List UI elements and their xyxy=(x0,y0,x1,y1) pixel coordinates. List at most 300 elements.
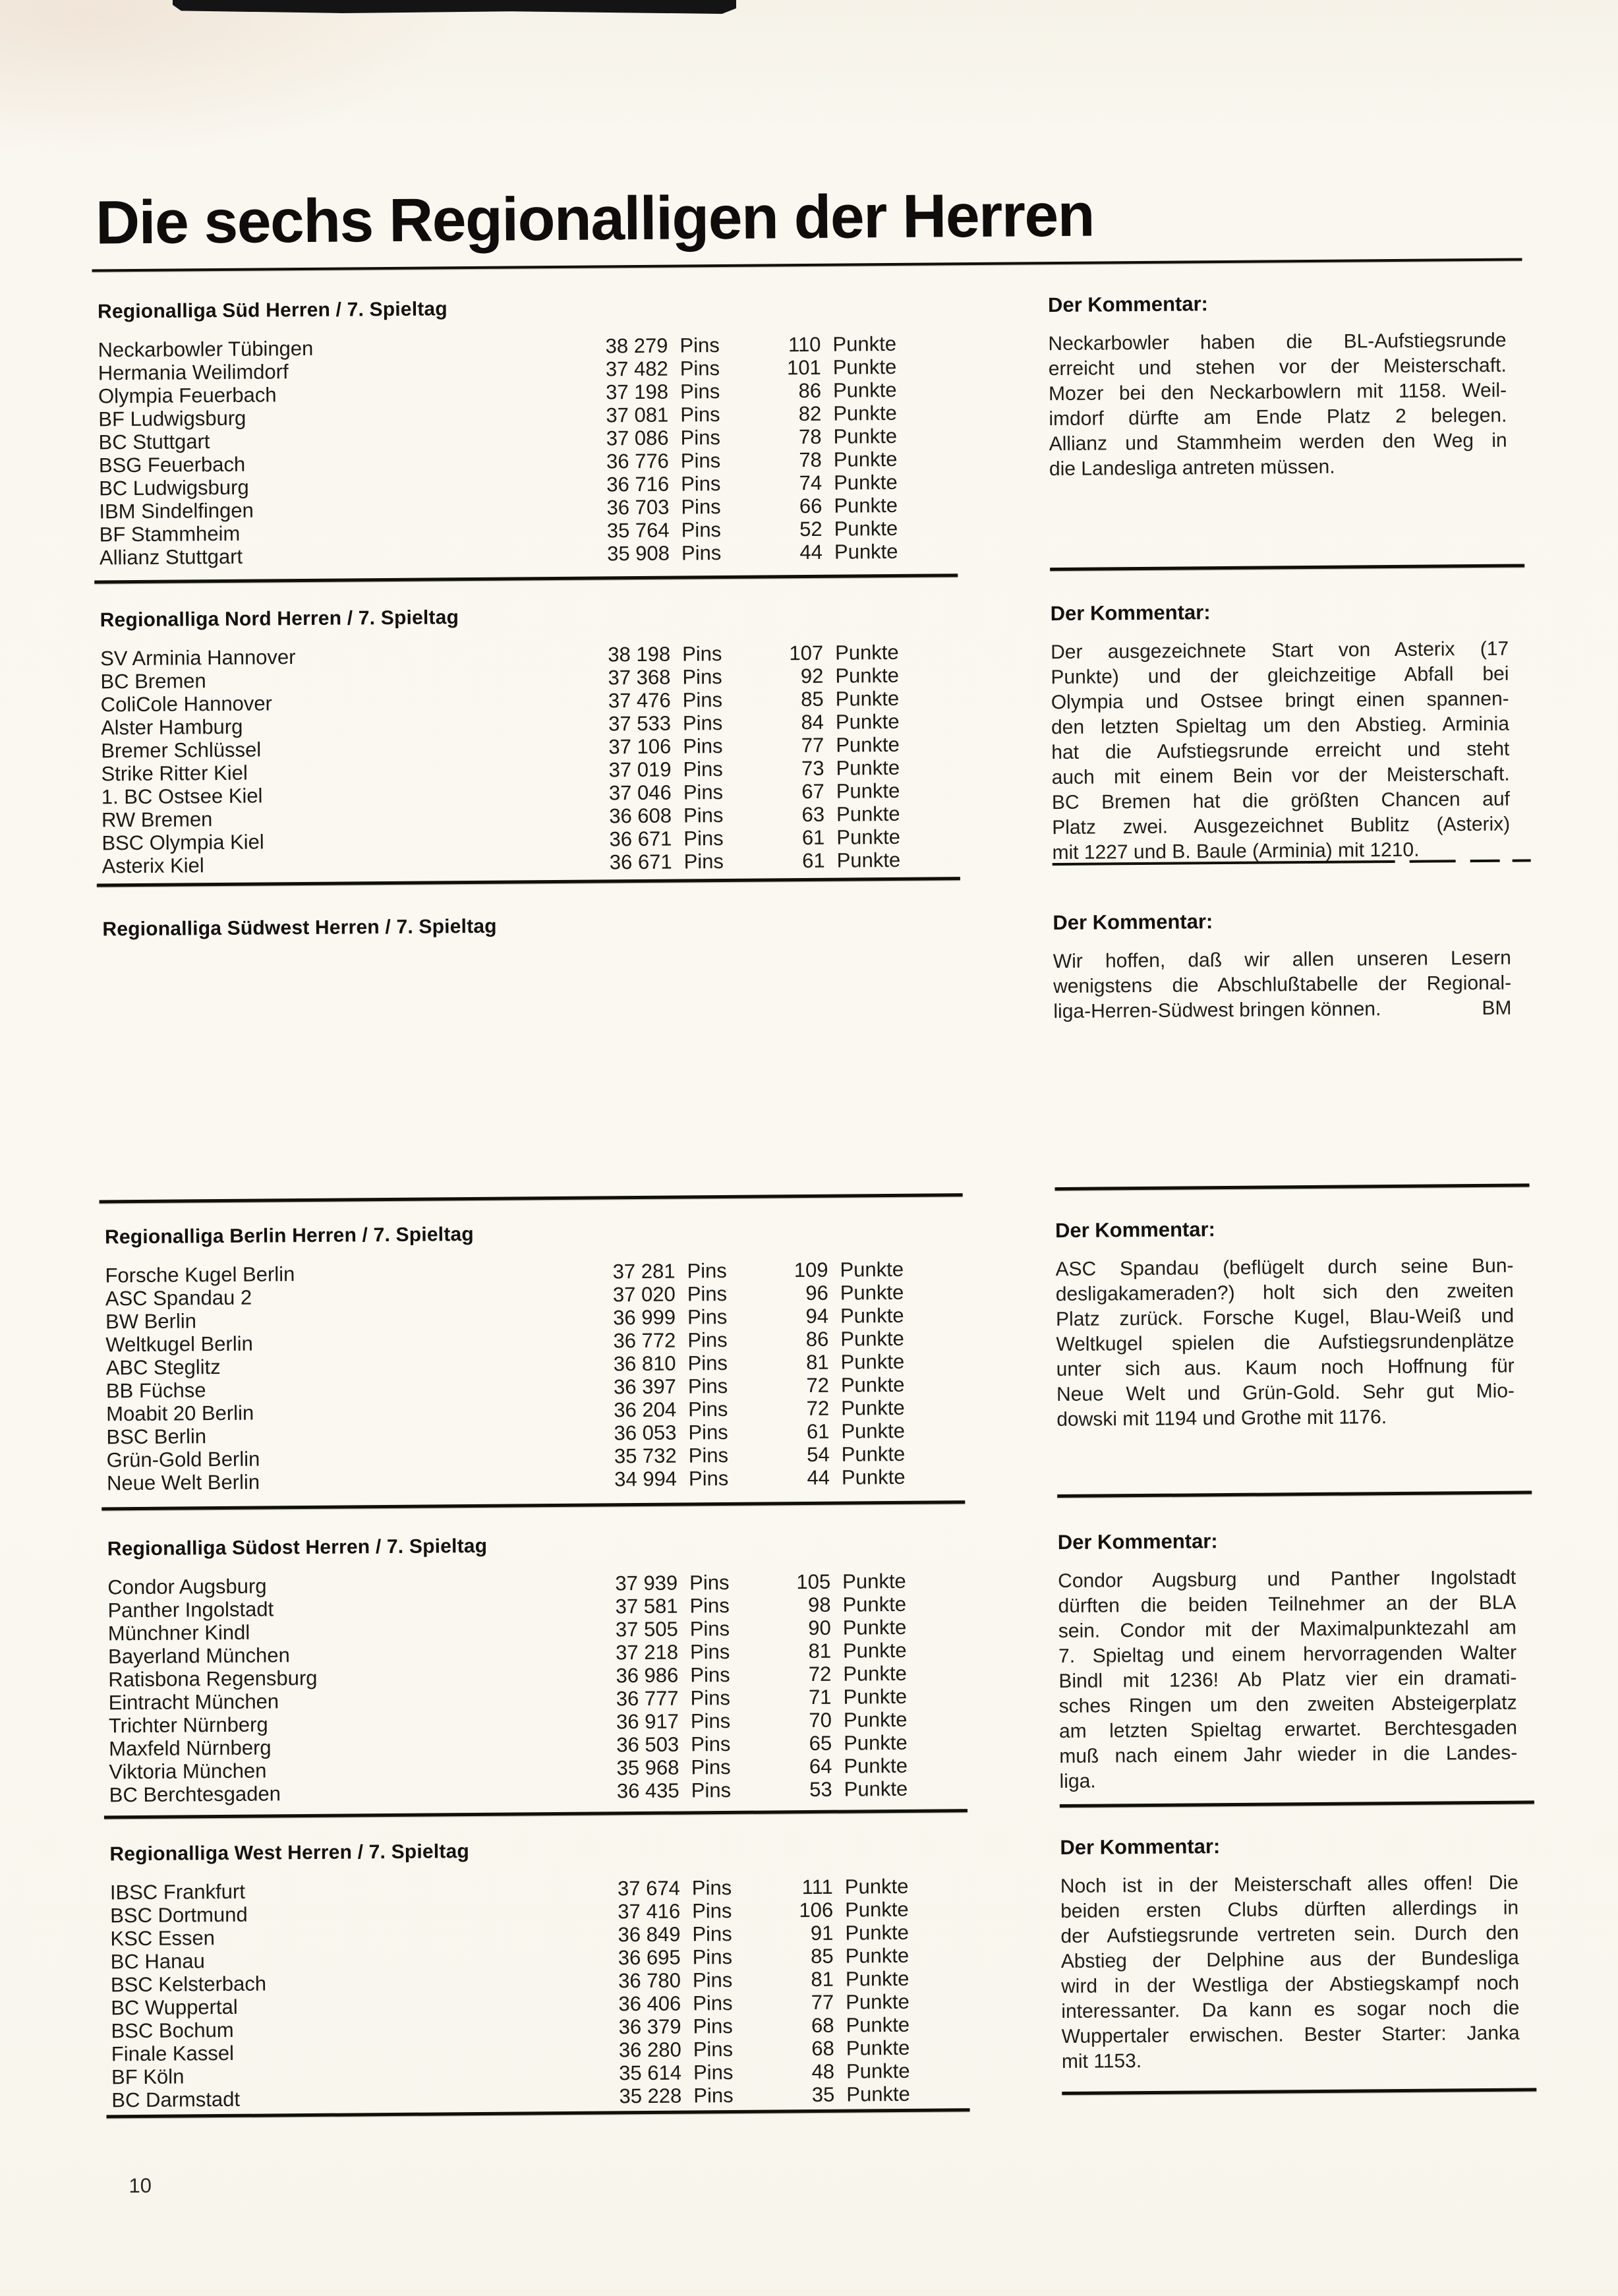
team-name: Alster Hamburg xyxy=(100,715,243,740)
pins-value: 36 917 xyxy=(616,1709,679,1734)
pins-label: Pins xyxy=(690,1709,731,1733)
pins-value: 36 379 xyxy=(618,2015,681,2039)
pins-label: Pins xyxy=(691,1755,731,1779)
pins-label: Pins xyxy=(679,334,720,357)
comment-line: ASC Spandau (beflügelt durch seine Bun- xyxy=(1055,1254,1514,1281)
punkte-label: Punkte xyxy=(835,663,900,688)
pins-label: Pins xyxy=(680,403,720,427)
punkte-value: 71 xyxy=(808,1685,832,1709)
standings-table xyxy=(107,1569,961,1806)
punkte-label: Punkte xyxy=(840,1349,905,1374)
comment-heading: Der Kommentar: xyxy=(1057,1529,1218,1554)
punkte-value: 81 xyxy=(811,1967,834,1991)
pins-label: Pins xyxy=(692,1945,733,1969)
pins-value: 37 281 xyxy=(612,1259,676,1283)
pins-value: 37 019 xyxy=(608,757,672,782)
league-section xyxy=(102,912,954,941)
pins-label: Pins xyxy=(680,449,721,473)
punkte-label: Punkte xyxy=(840,1257,904,1281)
team-name: KSC Essen xyxy=(110,1926,216,1951)
comment-line: beiden ersten Clubs dürften allerdings in xyxy=(1060,1897,1519,1923)
team-name: BC Hanau xyxy=(110,1949,205,1974)
comment-line: Platz zwei. Ausgezeichnet Bublitz (Asterix) xyxy=(1052,813,1511,839)
comment-line: Punkte) und der gleichzeitige Abfall bei xyxy=(1051,662,1509,689)
divider-rule xyxy=(101,1500,965,1510)
divider-rule xyxy=(1050,564,1524,571)
punkte-label: Punkte xyxy=(842,1592,907,1616)
comment-line: BC Bremen hat die größten Chancen auf xyxy=(1051,788,1511,814)
pins-label: Pins xyxy=(681,541,722,565)
punkte-value: 73 xyxy=(801,756,824,780)
team-name: Strike Ritter Kiel xyxy=(101,761,248,786)
punkte-label: Punkte xyxy=(841,1465,906,1489)
team-name: BB Füchse xyxy=(105,1378,206,1403)
punkte-value: 77 xyxy=(811,1990,834,2015)
team-name: BC Stuttgart xyxy=(98,430,210,454)
punkte-label: Punkte xyxy=(833,447,898,471)
punkte-label: Punkte xyxy=(836,779,900,803)
punkte-label: Punkte xyxy=(833,470,898,494)
team-name: Bremer Schlüssel xyxy=(101,738,262,763)
pins-label: Pins xyxy=(687,1351,728,1375)
punkte-label: Punkte xyxy=(841,1419,906,1443)
pins-label: Pins xyxy=(693,2083,734,2107)
team-name: Eintracht München xyxy=(108,1690,279,1715)
pins-value: 37 106 xyxy=(608,734,672,759)
team-name: BF Stammheim xyxy=(99,521,241,546)
pins-label: Pins xyxy=(693,2037,734,2061)
pins-value: 34 994 xyxy=(614,1467,678,1491)
comment-line: Wir hoffen, daß wir allen unseren Lesern xyxy=(1053,947,1511,973)
pins-label: Pins xyxy=(687,1328,728,1352)
punkte-value: 77 xyxy=(801,733,824,757)
standings-table xyxy=(100,640,954,877)
pins-value: 35 228 xyxy=(619,2084,682,2108)
pins-value: 35 968 xyxy=(616,1755,679,1780)
pins-label: Pins xyxy=(689,1616,730,1641)
team-name: Weltkugel Berlin xyxy=(105,1332,253,1357)
comment-line: desligakameraden?) holt sich den zweiten xyxy=(1055,1280,1514,1306)
punkte-label: Punkte xyxy=(841,1396,905,1420)
punkte-label: Punkte xyxy=(840,1303,904,1328)
punkte-label: Punkte xyxy=(846,2059,910,2083)
punkte-label: Punkte xyxy=(843,1707,908,1732)
punkte-value: 98 xyxy=(807,1593,831,1617)
pins-value: 36 435 xyxy=(616,1779,679,1803)
punkte-value: 63 xyxy=(801,802,825,827)
pins-value: 37 081 xyxy=(606,403,669,427)
section-heading: Regionalliga Berlin Herren / 7. Spieltag xyxy=(104,1223,474,1249)
team-name: ABC Steglitz xyxy=(105,1355,221,1380)
team-name: Bayerland München xyxy=(107,1643,290,1668)
comment-text xyxy=(1055,1254,1515,1432)
comment-line: hat die Aufstiegsrunde erreicht und steht xyxy=(1051,738,1510,764)
pins-value: 36 703 xyxy=(606,495,670,519)
punkte-value: 81 xyxy=(808,1639,832,1663)
punkte-label: Punkte xyxy=(843,1661,907,1686)
pins-label: Pins xyxy=(689,1593,730,1618)
comment-block xyxy=(1050,599,1511,864)
pins-value: 37 476 xyxy=(608,688,671,713)
pins-value: 37 368 xyxy=(608,665,671,690)
pins-value: 35 614 xyxy=(619,2061,682,2085)
comment-block xyxy=(1057,1527,1518,1793)
punkte-value: 86 xyxy=(798,378,822,403)
comment-line: Bindl mit 1236! Ab Platz vier ein dramati- xyxy=(1058,1666,1517,1693)
pins-value: 37 416 xyxy=(618,1899,681,1924)
team-name: BSC Berlin xyxy=(106,1425,207,1449)
punkte-value: 84 xyxy=(801,710,824,734)
team-name: Münchner Kindl xyxy=(107,1620,250,1645)
punkte-value: 78 xyxy=(798,425,822,449)
pins-value: 38 279 xyxy=(605,334,668,358)
punkte-value: 66 xyxy=(799,494,823,518)
pins-label: Pins xyxy=(683,850,724,873)
team-name: 1. BC Ostsee Kiel xyxy=(101,784,263,809)
comment-line-text: liga-Herren-Südwest bringen können. xyxy=(1053,998,1381,1023)
punkte-value: 68 xyxy=(811,2013,834,2038)
team-name: Panther Ingolstadt xyxy=(107,1597,274,1622)
punkte-value: 109 xyxy=(794,1258,828,1282)
punkte-label: Punkte xyxy=(832,332,897,356)
comment-line: am letzten Spieltag erwartet. Berchtesgaden xyxy=(1058,1717,1518,1743)
team-name: Neckarbowler Tübingen xyxy=(98,336,314,362)
comment-text xyxy=(1053,946,1512,1024)
league-section xyxy=(107,1531,959,1807)
punkte-label: Punkte xyxy=(833,424,898,448)
comment-block xyxy=(1060,1833,1520,2073)
punkte-value: 61 xyxy=(806,1419,830,1444)
team-name: Condor Augsburg xyxy=(107,1574,267,1599)
punkte-label: Punkte xyxy=(836,848,901,872)
team-name: BW Berlin xyxy=(105,1309,197,1334)
team-name: BSG Feuerbach xyxy=(98,452,246,477)
comment-line: muß nach einem Jahr wieder in die Landes- xyxy=(1059,1742,1518,1768)
comment-line: imdorf dürfte am Ende Platz 2 belegen. xyxy=(1049,404,1507,430)
punkte-label: Punkte xyxy=(845,1920,910,1945)
team-name: ColiCole Hannover xyxy=(100,692,273,717)
punkte-label: Punkte xyxy=(832,378,897,402)
comment-text xyxy=(1058,1566,1518,1794)
comment-line: mit 1153. xyxy=(1061,2050,1142,2073)
pins-value: 36 776 xyxy=(606,449,669,473)
pins-label: Pins xyxy=(692,1968,733,1992)
comment-line: Der ausgezeichnete Start von Asterix (17 xyxy=(1051,637,1509,664)
punkte-value: 101 xyxy=(786,355,821,380)
comment-line: den letzten Spieltag um den Abstieg. Arminia xyxy=(1051,713,1510,739)
pins-label: Pins xyxy=(682,665,722,689)
pins-value: 35 908 xyxy=(606,541,670,566)
pins-label: Pins xyxy=(693,1991,733,2015)
punkte-label: Punkte xyxy=(832,355,897,379)
team-name: BC Wuppertal xyxy=(111,1995,238,2020)
pins-label: Pins xyxy=(687,1374,728,1398)
punkte-label: Punkte xyxy=(834,516,898,541)
pins-label: Pins xyxy=(688,1443,729,1467)
team-name: ASC Spandau 2 xyxy=(105,1285,252,1310)
team-name: Finale Kassel xyxy=(111,2041,235,2066)
comment-line: dowski mit 1194 und Grothe mit 1176. xyxy=(1056,1406,1387,1431)
team-name: Viktoria München xyxy=(109,1759,267,1784)
comment-text xyxy=(1048,328,1507,482)
punkte-label: Punkte xyxy=(842,1569,906,1593)
comment-line: Mozer bei den Neckarbowlern mit 1158. Weil- xyxy=(1048,379,1507,405)
pins-value: 37 218 xyxy=(616,1640,679,1664)
pins-value: 36 716 xyxy=(606,472,670,496)
team-name: BC Berchtesgaden xyxy=(109,1782,281,1807)
pins-label: Pins xyxy=(679,380,720,403)
pins-value: 36 999 xyxy=(613,1305,676,1330)
pins-value: 35 732 xyxy=(614,1444,677,1468)
comment-text xyxy=(1060,1871,1520,2075)
pins-value: 37 939 xyxy=(615,1571,678,1595)
team-name: BF Köln xyxy=(111,2065,185,2089)
punkte-label: Punkte xyxy=(845,1943,910,1968)
punkte-value: 61 xyxy=(801,848,825,873)
punkte-value: 70 xyxy=(809,1708,832,1732)
punkte-value: 48 xyxy=(811,2059,835,2084)
punkte-label: Punkte xyxy=(834,539,898,564)
team-name: BC Bremen xyxy=(100,669,206,693)
punkte-label: Punkte xyxy=(844,1897,909,1922)
comment-line: erreicht und stehen vor der Meisterschaft. xyxy=(1048,354,1507,380)
pins-value: 36 503 xyxy=(616,1732,679,1757)
punkte-value: 52 xyxy=(799,517,823,541)
standings-table xyxy=(98,332,951,569)
pins-label: Pins xyxy=(692,1922,732,1946)
punkte-label: Punkte xyxy=(836,732,900,757)
divider-rule xyxy=(1060,1800,1534,1808)
author-initials: BM xyxy=(1482,997,1512,1019)
pins-label: Pins xyxy=(689,1639,730,1664)
pins-label: Pins xyxy=(683,804,724,827)
comment-line: wenigstens die Abschlußtabelle der Regional- xyxy=(1053,972,1512,998)
team-name: Asterix Kiel xyxy=(101,854,204,878)
punkte-value: 82 xyxy=(798,401,822,426)
punkte-label: Punkte xyxy=(833,401,897,425)
team-name: Hermania Weilimdorf xyxy=(98,360,289,385)
comment-line: Abstieg der Delphine aus der Bundesliga xyxy=(1060,1947,1519,1973)
divider-rule-dashed xyxy=(1513,859,1531,862)
league-section xyxy=(97,294,949,570)
comment-line: 7. Spieltag und einem hervorragenden Walter xyxy=(1058,1641,1517,1668)
comment-line: Noch ist in der Meisterschaft alles offen! Die xyxy=(1060,1871,1518,1898)
standings-table xyxy=(105,1257,958,1494)
pins-value: 36 406 xyxy=(618,1991,681,2016)
pins-label: Pins xyxy=(687,1281,728,1306)
team-name: Neue Welt Berlin xyxy=(106,1470,260,1495)
team-name: Olympia Feuerbach xyxy=(98,383,277,408)
pins-value: 37 020 xyxy=(612,1282,676,1307)
punkte-label: Punkte xyxy=(835,686,900,711)
punkte-label: Punkte xyxy=(846,2013,910,2037)
punkte-value: 72 xyxy=(808,1662,832,1686)
punkte-value: 81 xyxy=(805,1350,829,1374)
punkte-value: 74 xyxy=(799,471,823,495)
punkte-label: Punkte xyxy=(842,1638,907,1663)
punkte-label: Punkte xyxy=(840,1372,905,1397)
punkte-label: Punkte xyxy=(846,2082,910,2106)
punkte-label: Punkte xyxy=(840,1280,904,1305)
pins-value: 37 581 xyxy=(615,1594,678,1618)
punkte-value: 94 xyxy=(805,1304,829,1328)
team-name: RW Bremen xyxy=(101,808,213,832)
punkte-label: Punkte xyxy=(835,709,900,734)
section-heading: Regionalliga Südwest Herren / 7. Spieltag xyxy=(102,915,497,941)
pins-label: Pins xyxy=(688,1397,728,1421)
pins-value: 36 849 xyxy=(618,1922,681,1947)
pins-label: Pins xyxy=(691,1875,732,1900)
comment-block xyxy=(1047,290,1507,481)
divider-rule xyxy=(100,1193,963,1203)
comment-line: Allianz und Stammheim werden den Weg in xyxy=(1049,429,1507,456)
pins-label: Pins xyxy=(688,1466,729,1490)
punkte-value: 105 xyxy=(796,1570,831,1594)
standings-table xyxy=(110,1874,964,2111)
pins-label: Pins xyxy=(680,472,721,496)
team-name: BF Ludwigsburg xyxy=(98,406,246,431)
comment-line: liga. xyxy=(1059,1770,1096,1793)
pins-value: 37 505 xyxy=(615,1617,678,1641)
pins-label: Pins xyxy=(687,1305,728,1329)
punkte-label: Punkte xyxy=(846,2036,910,2060)
pins-label: Pins xyxy=(679,357,720,380)
pins-value: 37 198 xyxy=(606,380,669,404)
divider-rule xyxy=(1062,2088,1536,2095)
comment-heading: Der Kommentar: xyxy=(1050,601,1211,626)
punkte-label: Punkte xyxy=(835,640,899,664)
pins-label: Pins xyxy=(681,518,722,542)
pins-label: Pins xyxy=(681,495,721,519)
team-name: Ratisbona Regensburg xyxy=(108,1666,318,1692)
pins-label: Pins xyxy=(688,1420,728,1444)
team-name: BSC Olympia Kiel xyxy=(101,830,264,855)
comment-block xyxy=(1055,1216,1515,1431)
pins-value: 36 772 xyxy=(613,1328,676,1353)
team-name: Moabit 20 Berlin xyxy=(106,1401,254,1426)
punkte-label: Punkte xyxy=(846,1989,910,2014)
team-name: Trichter Nürnberg xyxy=(108,1713,268,1738)
team-name: IBM Sindelfingen xyxy=(99,498,254,523)
pins-value: 38 198 xyxy=(608,642,671,666)
pins-label: Pins xyxy=(693,2060,734,2084)
punkte-value: 72 xyxy=(806,1396,830,1421)
punkte-label: Punkte xyxy=(843,1684,908,1709)
team-name: BC Ludwigsburg xyxy=(99,475,249,500)
pins-value: 36 780 xyxy=(618,1968,681,1993)
punkte-value: 106 xyxy=(799,1898,834,1922)
divider-rule-title xyxy=(92,258,1522,272)
page-number: 10 xyxy=(129,2173,152,2198)
comment-line: sein. Condor mit der Maximalpunktezahl am xyxy=(1058,1616,1517,1643)
pins-label: Pins xyxy=(683,734,723,758)
pins-label: Pins xyxy=(683,780,724,804)
comment-line: unter sich aus. Kaum noch Hoffnung für xyxy=(1056,1355,1515,1381)
punkte-value: 53 xyxy=(809,1777,832,1802)
pins-label: Pins xyxy=(682,642,722,666)
section-heading: Regionalliga Südost Herren / 7. Spieltag xyxy=(107,1535,488,1560)
comment-line: der Aufstiegsrunde vertreten sein. Durch den xyxy=(1060,1922,1519,1948)
comment-line: interessanter. Da kann es sogar noch die xyxy=(1061,1997,1520,2023)
team-name: Forsche Kugel Berlin xyxy=(105,1262,295,1287)
pins-label: Pins xyxy=(682,711,723,735)
league-section xyxy=(100,603,952,878)
team-name: SV Arminia Hannover xyxy=(100,645,296,670)
pins-value: 36 280 xyxy=(618,2038,681,2062)
punkte-value: 111 xyxy=(801,1875,833,1899)
section-heading: Regionalliga Süd Herren / 7. Spieltag xyxy=(97,298,448,323)
comment-line: die Landesliga antreten müssen. xyxy=(1049,456,1335,481)
comment-block xyxy=(1053,908,1512,1023)
comment-heading: Der Kommentar: xyxy=(1060,1835,1221,1860)
comment-line: Condor Augsburg und Panther Ingolstadt xyxy=(1058,1566,1517,1593)
comment-line: Wuppertaler erwischen. Bester Starter: Janka xyxy=(1061,2022,1520,2048)
team-name: BC Darmstadt xyxy=(111,2087,241,2112)
pins-value: 36 204 xyxy=(614,1398,677,1422)
punkte-label: Punkte xyxy=(843,1730,908,1755)
punkte-value: 67 xyxy=(801,779,824,804)
team-name: Grün-Gold Berlin xyxy=(106,1447,260,1472)
pins-label: Pins xyxy=(691,1899,732,1923)
team-name: BSC Bochum xyxy=(111,2018,234,2043)
punkte-value: 110 xyxy=(788,332,821,357)
pins-label: Pins xyxy=(691,1732,731,1756)
pins-value: 36 671 xyxy=(609,827,672,851)
comment-line: Neue Welt und Grün-Gold. Sehr gut Mio- xyxy=(1056,1380,1515,1406)
comment-heading: Der Kommentar: xyxy=(1055,1218,1216,1243)
comment-line: Platz zurück. Forsche Kugel, Blau-Weiß und xyxy=(1055,1305,1515,1331)
punkte-value: 85 xyxy=(811,1944,834,1968)
punkte-value: 92 xyxy=(800,664,824,688)
punkte-value: 90 xyxy=(808,1616,831,1640)
divider-rule xyxy=(1055,1183,1530,1191)
punkte-value: 96 xyxy=(805,1281,828,1305)
page-title: Die sechs Regionalligen der Herren xyxy=(95,180,1095,257)
punkte-value: 72 xyxy=(806,1373,830,1398)
section-heading: Regionalliga West Herren / 7. Spieltag xyxy=(109,1840,470,1866)
punkte-value: 86 xyxy=(805,1327,829,1351)
team-name: BSC Kelsterbach xyxy=(110,1972,267,1997)
section-heading: Regionalliga Nord Herren / 7. Spieltag xyxy=(100,606,459,632)
pins-value: 36 695 xyxy=(618,1945,681,1970)
pins-label: Pins xyxy=(690,1663,730,1687)
pins-value: 36 777 xyxy=(616,1686,679,1711)
punkte-value: 54 xyxy=(807,1442,830,1467)
punkte-value: 65 xyxy=(809,1731,832,1755)
pins-label: Pins xyxy=(680,426,721,450)
punkte-label: Punkte xyxy=(836,802,900,826)
punkte-value: 35 xyxy=(811,2082,835,2107)
divider-rule xyxy=(1057,1490,1532,1498)
pins-value: 35 764 xyxy=(606,518,670,543)
comment-heading: Der Kommentar: xyxy=(1053,910,1213,935)
punkte-value: 107 xyxy=(789,641,824,665)
punkte-label: Punkte xyxy=(836,755,900,780)
pins-value: 37 482 xyxy=(605,357,668,381)
pins-value: 36 608 xyxy=(609,804,672,828)
divider-rule xyxy=(97,877,960,887)
punkte-label: Punkte xyxy=(842,1615,907,1639)
comment-line: auch mit einem Bein vor der Meisterschaft. xyxy=(1051,763,1510,789)
pins-label: Pins xyxy=(691,1778,732,1802)
team-name: Allianz Stuttgart xyxy=(99,545,243,570)
punkte-label: Punkte xyxy=(834,493,898,517)
punkte-label: Punkte xyxy=(844,1777,908,1801)
pins-value: 37 674 xyxy=(617,1876,680,1900)
punkte-value: 44 xyxy=(799,540,823,564)
pins-value: 36 397 xyxy=(613,1374,677,1399)
comment-heading: Der Kommentar: xyxy=(1047,292,1209,317)
